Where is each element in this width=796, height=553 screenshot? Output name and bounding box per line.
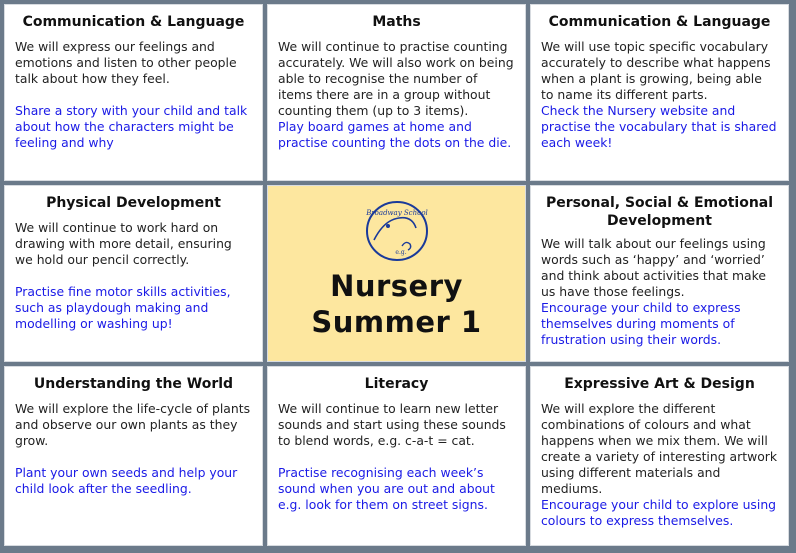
panel-body: We will continue to practise counting accurately. We will also work on being able to recognise the number of items there are in a group without counting them (up to 3 items). <box>278 39 514 118</box>
panel-literacy <box>267 366 526 546</box>
panel-body: We will use topic specific vocabulary accurately to describe what happens when a plant is growing, being able to name its different parts. <box>541 39 771 102</box>
panel-home-tip: Play board games at home and practise counting the dots on the die. <box>278 119 512 150</box>
panel-home-tip: Plant your own seeds and help your child look after the seedling. <box>15 465 238 496</box>
panel-home-tip: Share a story with your child and talk about how the characters might be feeling and why <box>15 103 248 150</box>
panel-title: Physical Development <box>46 195 221 211</box>
panel-home-tip: Encourage your child to explore using colours to express themselves. <box>541 497 777 528</box>
panel-home-tip: Practise recognising each week’s sound when you are out and about e.g. look for them on street signs. <box>278 465 495 512</box>
panel-understanding-world <box>4 366 263 546</box>
term-title-line1: Nursery <box>330 269 463 303</box>
curriculum-grid <box>4 4 790 549</box>
panel-title: Personal, Social & Emotional Development <box>545 195 774 229</box>
panel-home-tip: Check the Nursery website and practise the vocabulary that is shared each week! <box>541 103 777 150</box>
logo-text: Broadway School <box>365 209 428 217</box>
panel-maths <box>267 4 526 181</box>
panel-home-tip: Practise fine motor skills activities, such as playdough making and modelling or washing up! <box>15 284 231 331</box>
panel-home-tip: Encourage your child to express themselves during moments of frustration using their words. <box>541 300 741 347</box>
panel-title: Maths <box>372 14 421 30</box>
panel-title: Literacy <box>364 376 429 392</box>
school-logo-icon <box>354 200 440 262</box>
panel-personal-social-emotional <box>530 185 789 362</box>
term-title-line2: Summer 1 <box>311 305 482 339</box>
panel-expressive-art-design <box>530 366 789 546</box>
panel-title: Communication & Language <box>548 14 771 30</box>
panel-body: We will continue to learn new letter sounds and start using these sounds to blend words, e.g. c-a-t = cat. <box>278 401 506 448</box>
panel-body: We will express our feelings and emotions and listen to other people talk about how they feel. <box>15 39 237 86</box>
panel-body: We will talk about our feelings using words such as ‘happy’ and ‘worried’ and think about activities that make us have those feelings. <box>541 236 766 299</box>
panel-body: We will explore the different combinations of colours and what happens when we mix them. We will create a variety of interesting artwork using different materials and mediums. <box>541 401 778 496</box>
panel-title: Understanding the World <box>33 376 234 392</box>
panel-body: We will explore the life-cycle of plants and observe our own plants as they grow. <box>15 401 251 448</box>
panel-term-title <box>267 185 526 362</box>
panel-title: Expressive Art & Design <box>564 376 755 392</box>
panel-title: Communication & Language <box>22 14 245 30</box>
panel-physical-development <box>4 185 263 362</box>
panel-communication-language-1 <box>4 4 263 181</box>
panel-body: We will continue to work hard on drawing with more detail, ensuring we hold our pencil correctly. <box>15 220 232 267</box>
logo-initials: e.g. <box>394 249 407 256</box>
panel-communication-language-2 <box>530 4 789 181</box>
